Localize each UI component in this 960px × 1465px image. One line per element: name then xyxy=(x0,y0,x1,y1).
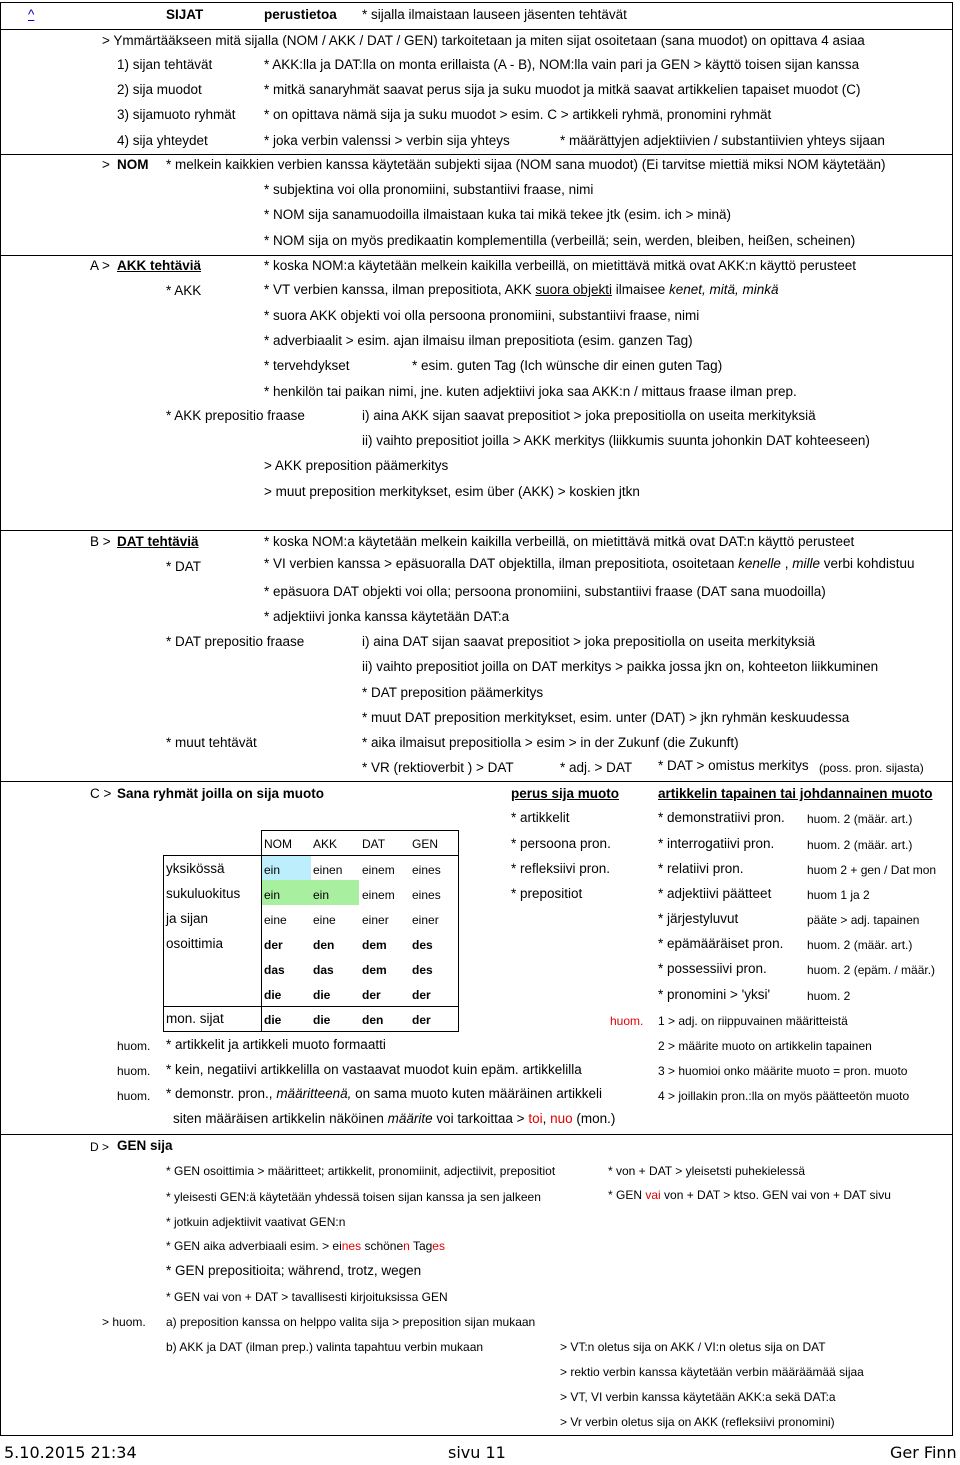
akk-sub-label: * AKK xyxy=(166,283,202,298)
table-cell: die xyxy=(313,1013,331,1027)
huom-red: huom. xyxy=(610,1014,644,1028)
table-cell: die xyxy=(313,988,331,1002)
akk-line: * henkilön tai paikan nimi, jne. kuten adjektiivi joka saa AKK:n / mittaus fraase ilman prep. xyxy=(264,384,797,399)
dat-prep-line: i) aina DAT sijan saavat prepositiot > joka prepositiolla on useita merkityksiä xyxy=(362,634,816,649)
c-note-right: 1 > adj. on riippuvainen määritteistä xyxy=(658,1014,848,1028)
table-row-label: mon. sijat xyxy=(166,1011,224,1026)
final-line-right: > VT, VI verbin kanssa käytetään AKK:a sekä DAT:a xyxy=(560,1390,836,1404)
gen-line: * GEN prepositioita; während, trotz, wegen xyxy=(166,1263,422,1278)
akk-title: AKK tehtäviä xyxy=(117,258,202,273)
rule-header xyxy=(0,29,953,30)
huom-label: huom. xyxy=(117,1089,151,1103)
table-cell: einem xyxy=(362,863,395,877)
table-cell: eine xyxy=(264,913,287,927)
table-divider xyxy=(261,855,262,1031)
huom-label: huom. xyxy=(117,1039,151,1053)
final-line: b) AKK ja DAT (ilman prep.) valinta tapahtuu verbin mukaan xyxy=(166,1340,484,1354)
nom-marker: > xyxy=(102,157,110,172)
border-right xyxy=(952,2,953,1436)
gen-line-right: * von + DAT > yleisetsti puhekielessä xyxy=(608,1164,805,1178)
c-col2-note: huom. 2 xyxy=(807,989,851,1003)
dat-prep-line: * DAT preposition päämerkitys xyxy=(362,685,544,700)
table-cell: dem xyxy=(362,963,387,977)
table-cell: den xyxy=(313,938,335,952)
table-row-label: osoittimia xyxy=(166,936,224,951)
akk-prep-label: * AKK prepositio fraase xyxy=(166,408,305,423)
c-col2-note: huom. 2 (määr. art.) xyxy=(807,938,913,952)
table-cell: eines xyxy=(412,863,441,877)
c-col1-title: perus sija muoto xyxy=(511,786,620,801)
final-line: a) preposition kanssa on helppo valita sija > preposition sijan mukaan xyxy=(166,1315,536,1329)
table-row-label: sukuluokitus xyxy=(166,886,241,901)
intro-item-text: * AKK:lla ja DAT:lla on monta erillaista (A - B), NOM:lla vain pari ja GEN > käyttö toisen sijan kanssa xyxy=(264,57,860,72)
c-marker: C > xyxy=(90,786,112,801)
c-col2-note: huom. 2 (epäm. / määr.) xyxy=(807,963,936,977)
table-cell: den xyxy=(362,1013,384,1027)
dat-prep-label: * DAT prepositio fraase xyxy=(166,634,305,649)
dat-title: DAT tehtäviä xyxy=(117,534,199,549)
intro-item-label: 4) sija yhteydet xyxy=(117,133,208,148)
table-cell: eine xyxy=(313,913,336,927)
c-col1-item: * persoona pron. xyxy=(511,836,611,851)
dat-line: * adjektiivi jonka kanssa käytetään DAT:a xyxy=(264,609,510,624)
c-col2-note: huom 1 ja 2 xyxy=(807,888,870,902)
rule-intro xyxy=(0,154,953,155)
footer-date: 5.10.2015 21:34 xyxy=(4,1443,137,1462)
dat-intro: * koska NOM:a käytetään melkein kaikilla verbeillä, on mietittävä mitkä ovat DAT:n käyttö perusteet xyxy=(264,534,855,549)
c-col2-note: huom 2 + gen / Dat mon xyxy=(807,863,937,877)
c-col2-note: huom. 2 (määr. art.) xyxy=(807,812,913,826)
c-note-left: siten määräisen artikkelin näköinen määrite voi tarkoittaa > toi, nuo (mon.) xyxy=(173,1111,616,1126)
table-cell: einen xyxy=(313,863,343,877)
nom-title: NOM xyxy=(117,157,149,172)
c-col2-item: * järjestyluvut xyxy=(658,911,739,926)
akk-line: * tervehdykset xyxy=(264,358,350,373)
table-header: AKK xyxy=(313,837,338,851)
dat-other-line: * aika ilmaisut prepositiolla > esim > in der Zukunf (die Zukunft) xyxy=(362,735,739,750)
table-header: NOM xyxy=(264,837,292,851)
dat-prep-line: * muut DAT preposition merkitykset, esim. unter (DAT) > jkn ryhmän keskuudessa xyxy=(362,710,850,725)
page-title: SIJAT xyxy=(166,7,204,22)
nom-line: * subjektina voi olla pronomiini, substantiivi fraase, nimi xyxy=(264,182,594,197)
page-subtitle: perustietoa xyxy=(264,7,337,22)
c-note-right: 3 > huomioi onko määrite muoto = pron. muoto xyxy=(658,1064,908,1078)
huom-label: huom. xyxy=(117,1064,151,1078)
c-col2-item: * adjektiivi päätteet xyxy=(658,886,772,901)
akk-prep-line: > AKK preposition päämerkitys xyxy=(264,458,449,473)
gen-line-right: * GEN vai von + DAT > ktso. GEN vai von + DAT sivu xyxy=(608,1188,891,1202)
header-note: * sijalla ilmaistaan lauseen jäsenten tehtävät xyxy=(362,7,627,22)
nom-line: * NOM sija on myös predikaatin komplementilla (verbeillä; sein, werden, bleiben, heißen, scheinen) xyxy=(264,233,856,248)
table-cell: der xyxy=(412,988,431,1002)
table-cell: dem xyxy=(362,938,387,952)
c-title: Sana ryhmät joilla on sija muoto xyxy=(117,786,325,801)
table-divider xyxy=(163,1006,459,1007)
akk-line: * adverbiaalit > esim. ajan ilmaisu ilman prepositiota (esim. ganzen Tag) xyxy=(264,333,693,348)
c-note-left: * artikkelit ja artikkeli muoto formaatti xyxy=(166,1037,386,1052)
akk-line: * esim. guten Tag (Ich wünsche dir einen guten Tag) xyxy=(412,358,723,373)
nom-line: * NOM sija sanamuodoilla ilmaistaan kuka tai mikä tekee jtk (esim. ich > minä) xyxy=(264,207,732,222)
border-left xyxy=(0,2,1,1436)
nom-line: * melkein kaikkien verbien kanssa käytetään subjekti sijaa (NOM sana muodot) (Ei tarvitse miettiä miksi NOM käytetään) xyxy=(166,157,886,172)
dat-marker: B > xyxy=(90,534,111,549)
akk-prep-line: ii) vaihto prepositiot joilla > AKK merkitys (liikkumis suunta johonkin DAT kohteeseen) xyxy=(362,433,870,448)
table-cell: einer xyxy=(412,913,439,927)
dat-prep-line: ii) vaihto prepositiot joilla on DAT merkitys > paikka jossa jkn on, kohteeton liikkuminen xyxy=(362,659,879,674)
gen-title: GEN sija xyxy=(117,1138,173,1153)
table-cell: ein xyxy=(313,888,330,902)
table-cell: der xyxy=(362,988,381,1002)
c-col1-item: * artikkelit xyxy=(511,810,570,825)
intro-item-text2: * määrättyjen adjektiivien / substantiivien yhteys sijaan xyxy=(560,133,885,148)
c-col2-title: artikkelin tapainen tai johdannainen muoto xyxy=(658,786,933,801)
table-cell: einem xyxy=(362,888,395,902)
table-row-label: ja sijan xyxy=(166,911,209,926)
gen-marker: D > xyxy=(90,1140,110,1154)
c-col1-item: * refleksiivi pron. xyxy=(511,861,611,876)
akk-prep-line: i) aina AKK sijan saavat prepositiot > joka prepositiolla on useita merkityksiä xyxy=(362,408,816,423)
c-col2-item: * relatiivi pron. xyxy=(658,861,744,876)
akk-line: * suora AKK objekti voi olla persoona pronomiini, substantiivi fraase, nimi xyxy=(264,308,700,323)
dat-sub-label: * DAT xyxy=(166,559,202,574)
c-col1-item: * prepositiot xyxy=(511,886,583,901)
c-col2-note: pääte > adj. tapainen xyxy=(807,913,920,927)
final-line-right: > rektio verbin kanssa käytetään verbin määräämää sijaa xyxy=(560,1365,864,1379)
c-col2-item: * epämääräiset pron. xyxy=(658,936,784,951)
dat-other-line: * VR (rektioverbit ) > DAT xyxy=(362,760,514,775)
c-note-left: * kein, negatiivi artikkelilla on vastaavat muodot kuin epäm. artikkelilla xyxy=(166,1062,582,1077)
c-col2-item: * interrogatiivi pron. xyxy=(658,836,775,851)
table-cell: die xyxy=(264,988,282,1002)
dat-other-label: * muut tehtävät xyxy=(166,735,257,750)
intro-item-text: * mitkä sanaryhmät saavat perus sija ja suku muodot ja mitkä saavat artikkelien tapaiset muodot (C) xyxy=(264,82,861,97)
gen-line: * yleisesti GEN:ä käytetään yhdessä toisen sijan kanssa ja sen jalkeen xyxy=(166,1190,541,1204)
table-header: GEN xyxy=(412,837,439,851)
table-cell: das xyxy=(264,963,285,977)
final-marker: > huom. xyxy=(102,1315,146,1329)
table-cell: der xyxy=(264,938,283,952)
dat-other-line: * adj. > DAT xyxy=(560,760,633,775)
dat-other-line: (poss. pron. sijasta) xyxy=(819,761,924,775)
gen-line: * jotkuin adjektiivit vaativat GEN:n xyxy=(166,1215,346,1229)
c-note-right: 4 > joillakin pron.:lla on myös päätteetön muoto xyxy=(658,1089,910,1103)
rule-bottom xyxy=(0,1435,953,1436)
gen-line: * GEN vai von + DAT > tavallisesti kirjoituksissa GEN xyxy=(166,1290,448,1304)
gen-line: * GEN aika adverbiaali esim. > eines schönen Tages xyxy=(166,1239,445,1253)
table-cell: der xyxy=(412,1013,431,1027)
dat-other-line: * DAT > omistus merkitys xyxy=(658,758,809,773)
c-note-right: 2 > määrite muoto on artikkelin tapainen xyxy=(658,1039,872,1053)
akk-intro: * koska NOM:a käytetään melkein kaikilla verbeillä, on mietittävä mitkä ovat AKK:n käyttö perusteet xyxy=(264,258,857,273)
c-note-left: * demonstr. pron., määritteenä, on sama muoto kuten määräinen artikkeli xyxy=(166,1086,602,1101)
table-cell: ein xyxy=(264,863,281,877)
table-row-label: yksikössä xyxy=(166,861,225,876)
table-header: DAT xyxy=(362,837,386,851)
akk-prep-line: > muut preposition merkitykset, esim über (AKK) > koskien jtkn xyxy=(264,484,640,499)
intro-item-label: 1) sijan tehtävät xyxy=(117,57,213,72)
rule-c xyxy=(0,1134,953,1135)
table-cell: ein xyxy=(264,888,281,902)
rule-akk xyxy=(0,530,953,531)
border-top xyxy=(0,2,953,3)
gen-line: * GEN osoittimia > määritteet; artikkelit, pronomiinit, adjectiivit, prepositiot xyxy=(166,1164,556,1178)
final-line-right: > VT:n oletus sija on AKK / VI:n oletus sija on DAT xyxy=(560,1340,826,1354)
c-col2-item: * possessiivi pron. xyxy=(658,961,767,976)
table-cell: die xyxy=(264,1013,282,1027)
rule-dat xyxy=(0,781,953,782)
intro-line: > Ymmärtääkseen mitä sijalla (NOM / AKK / DAT / GEN) tarkoitetaan ja miten sijat osoitetaan (sana muodot) on opittava 4 asiaa xyxy=(102,33,865,48)
table-cell: des xyxy=(412,938,433,952)
intro-item-label: 2) sija muodot xyxy=(117,82,202,97)
table-cell: einer xyxy=(362,913,389,927)
footer-right: Ger Finn xyxy=(890,1443,957,1462)
final-line-right: > Vr verbin oletus sija on AKK (refleksiivi pronomini) xyxy=(560,1415,835,1429)
intro-item-text: * on opittava nämä sija ja suku muodot > esim. C > artikkeli ryhmä, pronomini ryhmät xyxy=(264,107,772,122)
c-col2-item: * demonstratiivi pron. xyxy=(658,810,785,825)
akk-marker: A > xyxy=(90,258,110,273)
table-cell: des xyxy=(412,963,433,977)
footer-page: sivu 11 xyxy=(448,1443,506,1462)
c-col2-note: huom. 2 (määr. art.) xyxy=(807,838,913,852)
back-link[interactable]: ^ xyxy=(28,7,35,22)
table-cell: das xyxy=(313,963,334,977)
dat-vi-line: * VI verbien kanssa > epäsuoralla DAT objektilla, ilman prepositiota, osoitetaan kenelle , mille verbi kohdistuu xyxy=(264,556,915,571)
c-col2-item: * pronomini > 'yksi' xyxy=(658,987,771,1002)
dat-line: * epäsuora DAT objekti voi olla; persoona pronomiini, substantiivi fraase (DAT sana muodoilla) xyxy=(264,584,826,599)
rule-nom xyxy=(0,255,953,256)
table-cell: eines xyxy=(412,888,441,902)
intro-item-label: 3) sijamuoto ryhmät xyxy=(117,107,236,122)
akk-vt-line: * VT verbien kanssa, ilman prepositiota, AKK suora objekti ilmaisee kenet, mitä, minkä xyxy=(264,282,779,297)
intro-item-text: * joka verbin valenssi > verbin sija yhteys xyxy=(264,133,510,148)
